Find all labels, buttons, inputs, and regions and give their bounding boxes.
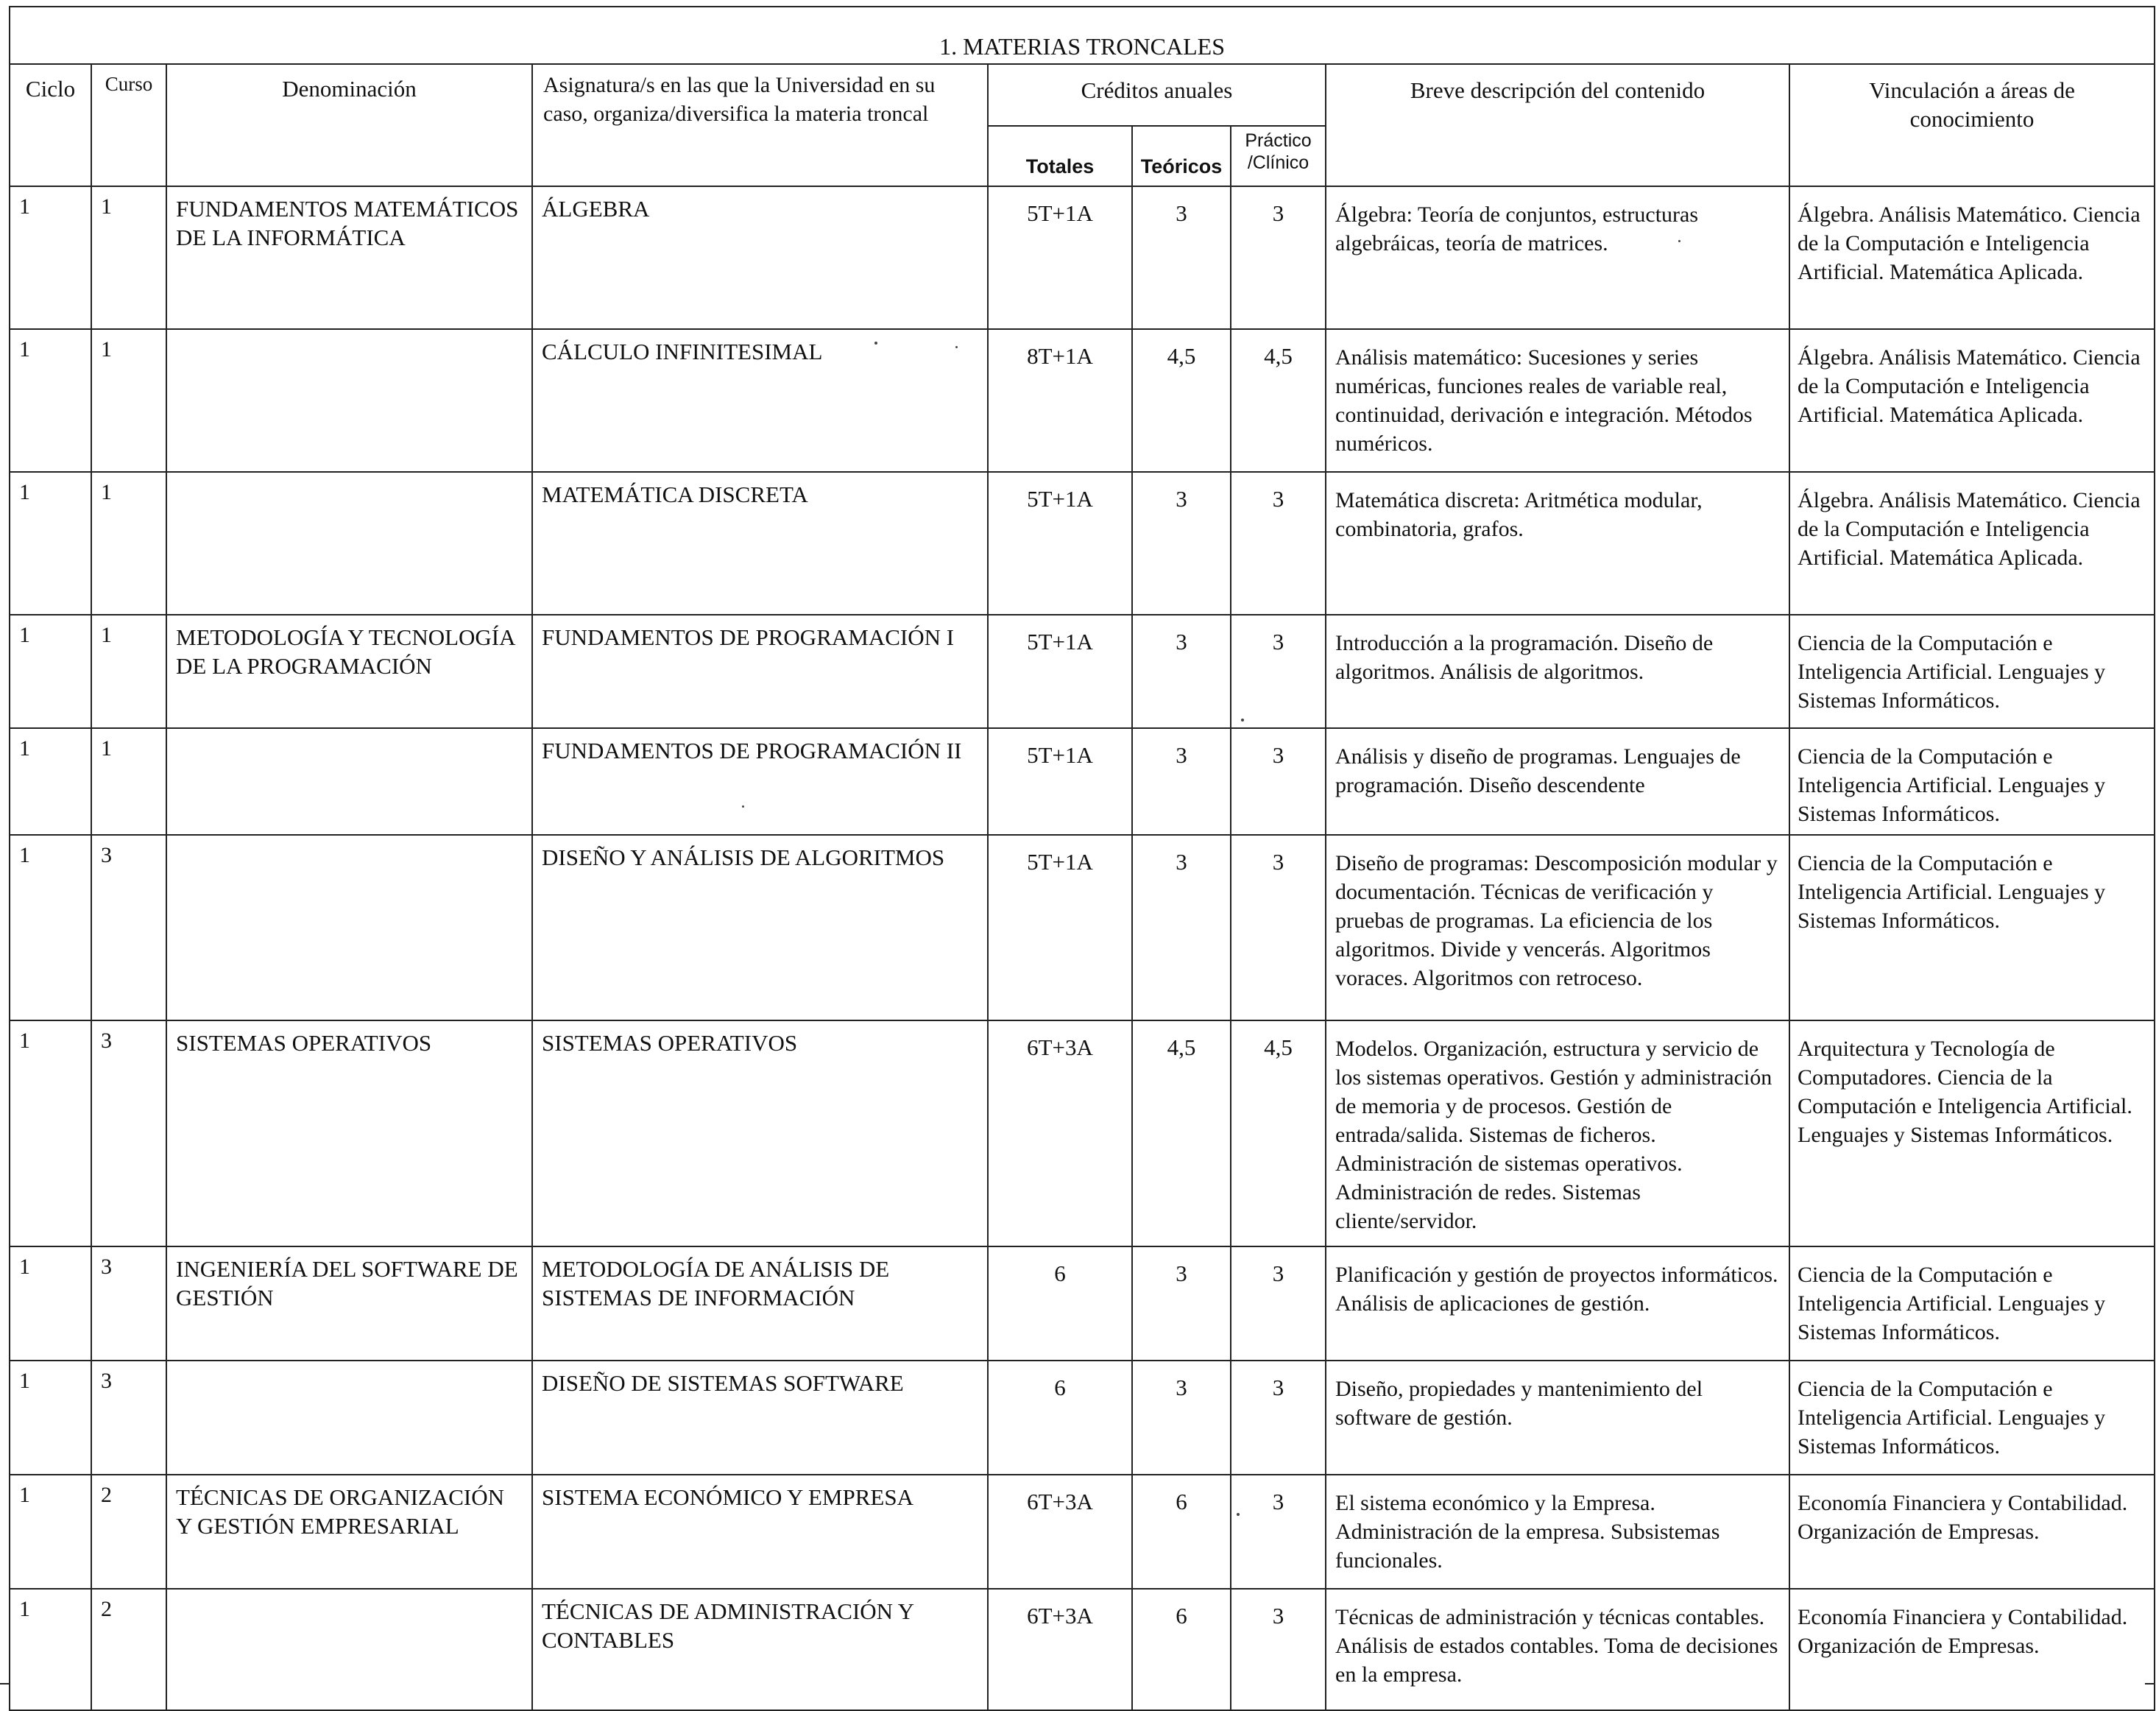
scan-speck xyxy=(742,805,744,808)
materias-troncales-table xyxy=(9,6,2155,1711)
cell-totales: 5T+1A xyxy=(988,728,1132,835)
cell-teoricos: 6 xyxy=(1132,1475,1231,1589)
cell-teoricos: 3 xyxy=(1132,472,1231,615)
header-practico-clinico: Práctico /Clínico xyxy=(1231,126,1326,186)
cell-vinculacion: Ciencia de la Computación e Inteligencia Artificial. Lenguajes y Sistemas Informáticos. xyxy=(1789,1246,2155,1361)
cell-asignatura: SISTEMA ECONÓMICO Y EMPRESA xyxy=(532,1475,988,1589)
cell-ciclo: 1 xyxy=(10,1475,91,1589)
cell-curso: 3 xyxy=(91,1361,166,1475)
cell-ciclo: 1 xyxy=(10,329,91,472)
cell-descripcion: Análisis y diseño de programas. Lenguajes de programación. Diseño descendente xyxy=(1326,728,1789,835)
header-creditos-anuales: Créditos anuales xyxy=(988,64,1326,126)
table-row xyxy=(10,835,2155,1020)
scan-speck xyxy=(1678,240,1680,242)
header-descripcion: Breve descripción del contenido xyxy=(1326,64,1789,186)
page-edge-mark xyxy=(0,1683,10,1684)
document-sheet xyxy=(9,6,2154,1711)
cell-asignatura: TÉCNICAS DE ADMINISTRACIÓN Y CONTABLES xyxy=(532,1589,988,1710)
cell-curso: 3 xyxy=(91,1246,166,1361)
cell-vinculacion: Álgebra. Análisis Matemático. Ciencia de la Computación e Inteligencia Artificial. Matemática Aplicada. xyxy=(1789,186,2155,329)
cell-curso: 1 xyxy=(91,329,166,472)
cell-totales: 6 xyxy=(988,1246,1132,1361)
cell-teoricos: 3 xyxy=(1132,186,1231,329)
cell-curso: 1 xyxy=(91,186,166,329)
cell-denominacion: INGENIERÍA DEL SOFTWARE DE GESTIÓN xyxy=(166,1246,532,1361)
cell-denominacion xyxy=(166,472,532,615)
table-title: 1. MATERIAS TRONCALES xyxy=(10,7,2155,64)
cell-ciclo: 1 xyxy=(10,1361,91,1475)
cell-ciclo: 1 xyxy=(10,186,91,329)
scan-speck xyxy=(955,346,958,348)
table-row xyxy=(10,1589,2155,1710)
cell-practico: 4,5 xyxy=(1231,329,1326,472)
cell-teoricos: 3 xyxy=(1132,728,1231,835)
scan-speck xyxy=(1241,719,1244,722)
table-row xyxy=(10,1361,2155,1475)
cell-asignatura: DISEÑO DE SISTEMAS SOFTWARE xyxy=(532,1361,988,1475)
cell-curso: 2 xyxy=(91,1475,166,1589)
cell-curso: 1 xyxy=(91,615,166,728)
cell-descripcion: Diseño de programas: Descomposición modular y documentación. Técnicas de verificación y pruebas de programas. La eficiencia de los algoritmos. Divide y vencerás. Algoritmos voraces. Algoritmos con retroceso. xyxy=(1326,835,1789,1020)
cell-asignatura: FUNDAMENTOS DE PROGRAMACIÓN I xyxy=(532,615,988,728)
cell-denominacion xyxy=(166,329,532,472)
cell-totales: 5T+1A xyxy=(988,186,1132,329)
cell-practico: 3 xyxy=(1231,186,1326,329)
cell-asignatura: MATEMÁTICA DISCRETA xyxy=(532,472,988,615)
cell-descripcion: Análisis matemático: Sucesiones y series numéricas, funciones reales de variable real, continuidad, derivación e integración. Métodos numéricos. xyxy=(1326,329,1789,472)
cell-teoricos: 3 xyxy=(1132,835,1231,1020)
cell-asignatura: DISEÑO Y ANÁLISIS DE ALGORITMOS xyxy=(532,835,988,1020)
header-denominacion: Denominación xyxy=(166,64,532,186)
cell-descripcion: Matemática discreta: Aritmética modular, combinatoria, grafos. xyxy=(1326,472,1789,615)
cell-curso: 1 xyxy=(91,728,166,835)
cell-practico: 3 xyxy=(1231,835,1326,1020)
cell-totales: 6T+3A xyxy=(988,1020,1132,1246)
cell-totales: 6T+3A xyxy=(988,1475,1132,1589)
scan-speck xyxy=(874,342,877,345)
cell-practico: 3 xyxy=(1231,1361,1326,1475)
table-row xyxy=(10,329,2155,472)
cell-curso: 2 xyxy=(91,1589,166,1710)
cell-descripcion: Diseño, propiedades y mantenimiento del software de gestión. xyxy=(1326,1361,1789,1475)
cell-vinculacion: Ciencia de la Computación e Inteligencia Artificial. Lenguajes y Sistemas Informáticos. xyxy=(1789,615,2155,728)
cell-descripcion: Introducción a la programación. Diseño de algoritmos. Análisis de algoritmos. xyxy=(1326,615,1789,728)
cell-descripcion: Planificación y gestión de proyectos informáticos. Análisis de aplicaciones de gestión. xyxy=(1326,1246,1789,1361)
cell-asignatura: SISTEMAS OPERATIVOS xyxy=(532,1020,988,1246)
cell-practico: 3 xyxy=(1231,1475,1326,1589)
cell-teoricos: 6 xyxy=(1132,1589,1231,1710)
header-vinculacion: Vinculación a áreas de conocimiento xyxy=(1789,64,2155,186)
cell-descripcion: Álgebra: Teoría de conjuntos, estructuras algebráicas, teoría de matrices. xyxy=(1326,186,1789,329)
cell-vinculacion: Ciencia de la Computación e Inteligencia Artificial. Lenguajes y Sistemas Informáticos. xyxy=(1789,1361,2155,1475)
cell-denominacion xyxy=(166,728,532,835)
table-row xyxy=(10,1246,2155,1361)
cell-totales: 5T+1A xyxy=(988,472,1132,615)
cell-teoricos: 3 xyxy=(1132,1361,1231,1475)
cell-totales: 5T+1A xyxy=(988,615,1132,728)
table-row xyxy=(10,186,2155,329)
table-row xyxy=(10,1020,2155,1246)
header-asignatura: Asignatura/s en las que la Universidad en su caso, organiza/diversifica la materia troncal xyxy=(532,64,988,186)
cell-teoricos: 4,5 xyxy=(1132,1020,1231,1246)
cell-asignatura: METODOLOGÍA DE ANÁLISIS DE SISTEMAS DE INFORMACIÓN xyxy=(532,1246,988,1361)
scan-speck xyxy=(1237,1513,1240,1516)
cell-totales: 6 xyxy=(988,1361,1132,1475)
cell-teoricos: 3 xyxy=(1132,615,1231,728)
cell-vinculacion: Ciencia de la Computación e Inteligencia Artificial. Lenguajes y Sistemas Informáticos. xyxy=(1789,728,2155,835)
cell-practico: 3 xyxy=(1231,472,1326,615)
header-curso: Curso xyxy=(91,64,166,186)
cell-ciclo: 1 xyxy=(10,1589,91,1710)
cell-ciclo: 1 xyxy=(10,472,91,615)
cell-vinculacion: Álgebra. Análisis Matemático. Ciencia de la Computación e Inteligencia Artificial. Matemática Aplicada. xyxy=(1789,329,2155,472)
cell-vinculacion: Economía Financiera y Contabilidad. Organización de Empresas. xyxy=(1789,1475,2155,1589)
cell-vinculacion: Arquitectura y Tecnología de Computadores. Ciencia de la Computación e Inteligencia Artificial. Lenguajes y Sistemas Informáticos. xyxy=(1789,1020,2155,1246)
cell-practico: 3 xyxy=(1231,728,1326,835)
cell-denominacion: SISTEMAS OPERATIVOS xyxy=(166,1020,532,1246)
cell-descripcion: Modelos. Organización, estructura y servicio de los sistemas operativos. Gestión y administración de memoria y de procesos. Gestión de entrada/salida. Sistemas de ficheros. Administración de sistemas operativos. Administración de redes. Sistemas cliente/servidor. xyxy=(1326,1020,1789,1246)
cell-teoricos: 4,5 xyxy=(1132,329,1231,472)
cell-totales: 5T+1A xyxy=(988,835,1132,1020)
cell-denominacion: FUNDAMENTOS MATEMÁTICOS DE LA INFORMÁTICA xyxy=(166,186,532,329)
cell-ciclo: 1 xyxy=(10,728,91,835)
cell-denominacion xyxy=(166,1361,532,1475)
cell-totales: 6T+3A xyxy=(988,1589,1132,1710)
header-ciclo: Ciclo xyxy=(10,64,91,186)
table-row xyxy=(10,1475,2155,1589)
table-body xyxy=(10,186,2155,1710)
cell-vinculacion: Ciencia de la Computación e Inteligencia Artificial. Lenguajes y Sistemas Informáticos. xyxy=(1789,835,2155,1020)
cell-denominacion: METODOLOGÍA Y TECNOLOGÍA DE LA PROGRAMACIÓN xyxy=(166,615,532,728)
cell-practico: 3 xyxy=(1231,1589,1326,1710)
cell-denominacion xyxy=(166,835,532,1020)
cell-curso: 3 xyxy=(91,1020,166,1246)
cell-ciclo: 1 xyxy=(10,835,91,1020)
header-totales: Totales xyxy=(988,126,1132,186)
cell-ciclo: 1 xyxy=(10,1246,91,1361)
table-row xyxy=(10,472,2155,615)
cell-practico: 4,5 xyxy=(1231,1020,1326,1246)
cell-vinculacion: Álgebra. Análisis Matemático. Ciencia de la Computación e Inteligencia Artificial. Matemática Aplicada. xyxy=(1789,472,2155,615)
cell-descripcion: El sistema económico y la Empresa. Administración de la empresa. Subsistemas funcionales. xyxy=(1326,1475,1789,1589)
cell-descripcion: Técnicas de administración y técnicas contables. Análisis de estados contables. Toma de decisiones en la empresa. xyxy=(1326,1589,1789,1710)
cell-curso: 3 xyxy=(91,835,166,1020)
cell-asignatura: CÁLCULO INFINITESIMAL xyxy=(532,329,988,472)
cell-ciclo: 1 xyxy=(10,615,91,728)
cell-denominacion: TÉCNICAS DE ORGANIZACIÓN Y GESTIÓN EMPRESARIAL xyxy=(166,1475,532,1589)
header-teoricos: Teóricos xyxy=(1132,126,1231,186)
cell-practico: 3 xyxy=(1231,1246,1326,1361)
cell-vinculacion: Economía Financiera y Contabilidad. Organización de Empresas. xyxy=(1789,1589,2155,1710)
cell-ciclo: 1 xyxy=(10,1020,91,1246)
cell-asignatura: ÁLGEBRA xyxy=(532,186,988,329)
page-edge-mark xyxy=(2145,1683,2155,1684)
table-row xyxy=(10,728,2155,835)
cell-denominacion xyxy=(166,1589,532,1710)
cell-curso: 1 xyxy=(91,472,166,615)
cell-teoricos: 3 xyxy=(1132,1246,1231,1361)
table-row xyxy=(10,615,2155,728)
cell-totales: 8T+1A xyxy=(988,329,1132,472)
cell-asignatura: FUNDAMENTOS DE PROGRAMACIÓN II xyxy=(532,728,988,835)
cell-practico: 3 xyxy=(1231,615,1326,728)
